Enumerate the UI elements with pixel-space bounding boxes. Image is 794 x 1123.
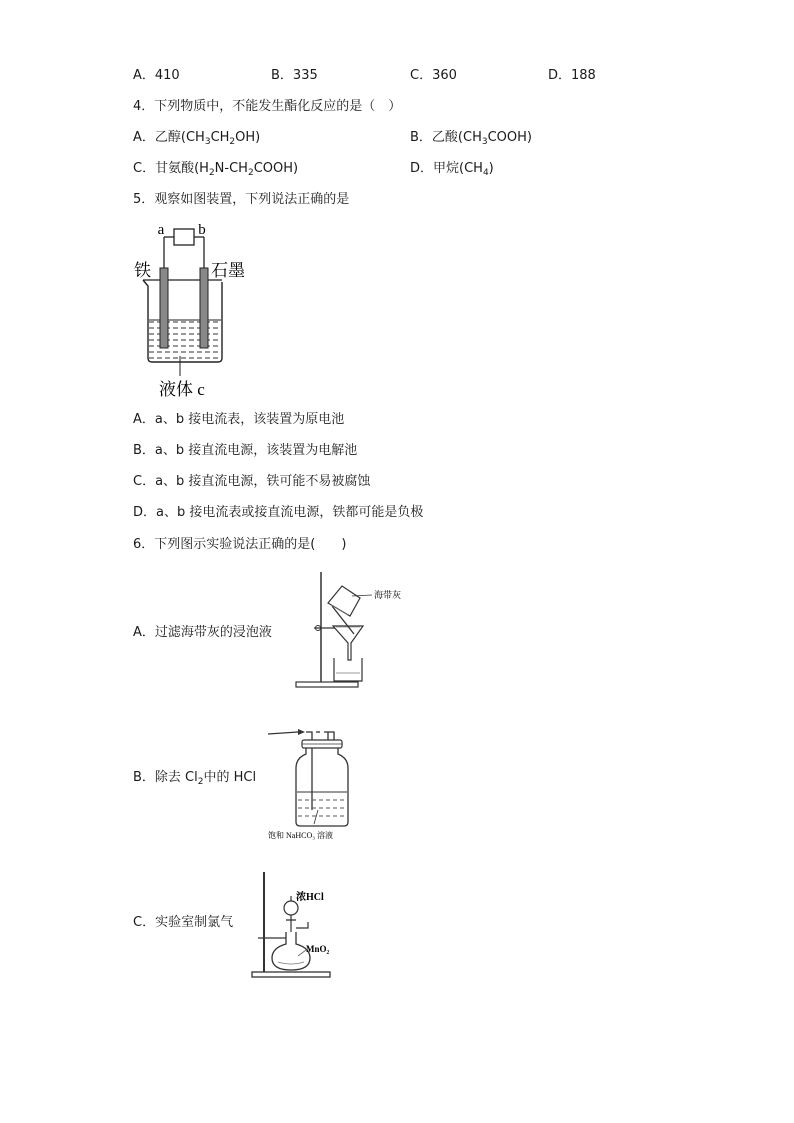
q3-option-c: C．360 xyxy=(410,68,457,83)
q3-option-d: D．188 xyxy=(548,68,596,83)
chlorine-generation-figure xyxy=(248,866,338,984)
q5-stem: 5．观察如图装置，下列说法正确的是 xyxy=(133,192,350,207)
q6-stem: 6．下列图示实验说法正确的是( ) xyxy=(133,537,347,552)
q6-option-c: C．实验室制氯气 xyxy=(133,915,234,930)
receiving-beaker xyxy=(334,658,362,681)
electrolysis-apparatus-figure xyxy=(130,218,260,403)
gas-washing-bottle-figure xyxy=(262,722,372,844)
q4-option-b: B．乙酸$(CH_3COOH)$ xyxy=(410,130,532,147)
q5-option-b: B．a、b 接直流电源，该装置为电解池 xyxy=(133,443,358,458)
q3-option-b: B．335 xyxy=(271,68,318,83)
separatory-funnel xyxy=(284,901,298,915)
graphite-electrode xyxy=(200,268,208,348)
terminal-b-label: b xyxy=(198,222,206,238)
q6-option-b: B．除去 $Cl_2$中的 HCl xyxy=(133,770,257,787)
pouring-beaker xyxy=(328,586,360,616)
iron-label: 铁 xyxy=(134,261,151,280)
beaker xyxy=(143,280,222,362)
conc-hcl-label: 浓HCl xyxy=(296,892,324,903)
iron-electrode xyxy=(160,268,168,348)
liquid-c-label: 液体 c xyxy=(159,380,205,399)
mno2-label: MnO₂ xyxy=(306,944,330,954)
funnel xyxy=(333,626,363,660)
q4-stem: 4．下列物质中，不能发生酯化反应的是（ ） xyxy=(133,99,402,114)
q3-option-a: A．410 xyxy=(133,68,180,83)
q6-option-a: A．过滤海带灰的浸泡液 xyxy=(133,625,272,640)
q4-option-d: D．甲烷$(CH_4)$ xyxy=(410,161,494,178)
terminal-a-label: a xyxy=(157,222,165,238)
q5-option-c: C．a、b 接直流电源，铁可能不易被腐蚀 xyxy=(133,474,371,489)
q5-option-a: A．a、b 接电流表，该装置为原电池 xyxy=(133,412,345,427)
washing-bottle xyxy=(296,748,348,826)
q4-option-c: C．甘氨酸$(H_2N-CH_2COOH)$ xyxy=(133,161,299,178)
device-box xyxy=(174,229,194,245)
q5-option-d: D．a、b 接电流表或接直流电源，铁都可能是负极 xyxy=(133,505,424,520)
graphite-label: 石墨 xyxy=(211,261,245,280)
q4-option-a: A．乙醇$(CH_3CH_2OH)$ xyxy=(133,130,261,147)
seaweed-ash-label: 海带灰 xyxy=(374,590,402,600)
filtration-apparatus-figure xyxy=(290,568,420,693)
nahco3-solution-label: 饱和 NaHCO₃ 溶液 xyxy=(268,831,334,840)
